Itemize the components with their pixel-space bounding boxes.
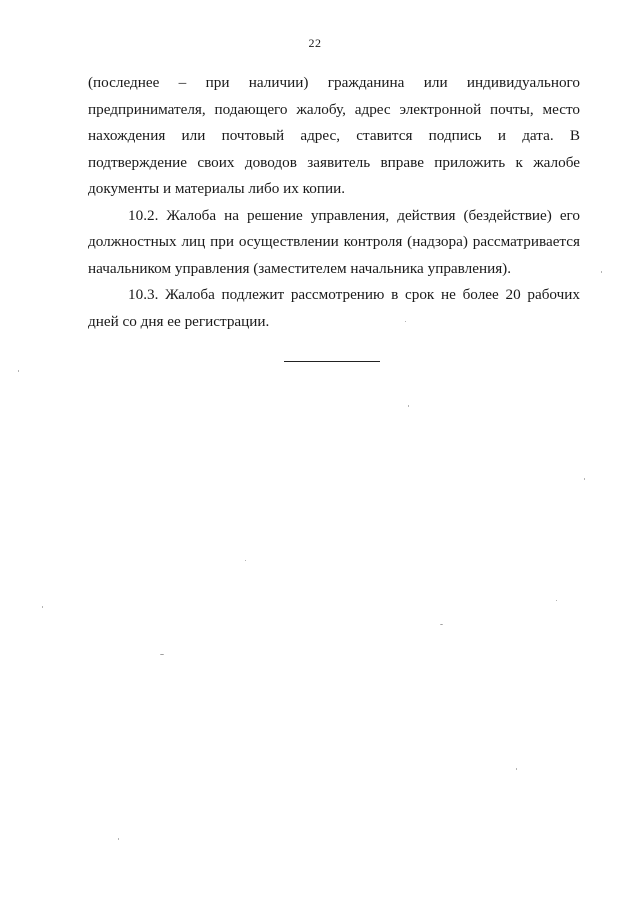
page-number: 22 (308, 36, 322, 50)
scan-speck (440, 624, 443, 625)
paragraph-10-2: 10.2. Жалоба на решение управления, действия (бездействие) его должностных лиц при осуществлении контроля (надзора) рассматривается начальником управления (заместителем начальника управления). (88, 206, 580, 277)
scan-speck (408, 405, 409, 407)
scan-speck (118, 838, 119, 840)
scan-speck (584, 478, 585, 480)
scan-speck (245, 560, 246, 561)
paragraph-10-3: 10.3. Жалоба подлежит рассмотрению в срок не более 20 рабочих дней со дня ее регистрации. (88, 286, 580, 330)
paragraph-continuation: (последнее – при наличии) гражданина или индивидуального предпринимателя, подающего жалобу, адрес электронной почты, место нахождения или почтовый адрес, ставится подпись и дата. В подтверждение своих доводов заявитель вправе приложить к жалобе документы и материалы либо их копии. (88, 74, 580, 197)
scan-speck (556, 600, 557, 601)
scan-speck (516, 768, 517, 770)
scan-speck (18, 370, 19, 372)
end-separator-line (284, 361, 380, 362)
scan-speck (160, 654, 164, 655)
scan-speck (405, 321, 406, 322)
scan-speck (601, 271, 602, 273)
document-body (88, 70, 580, 335)
scan-speck (42, 606, 43, 608)
